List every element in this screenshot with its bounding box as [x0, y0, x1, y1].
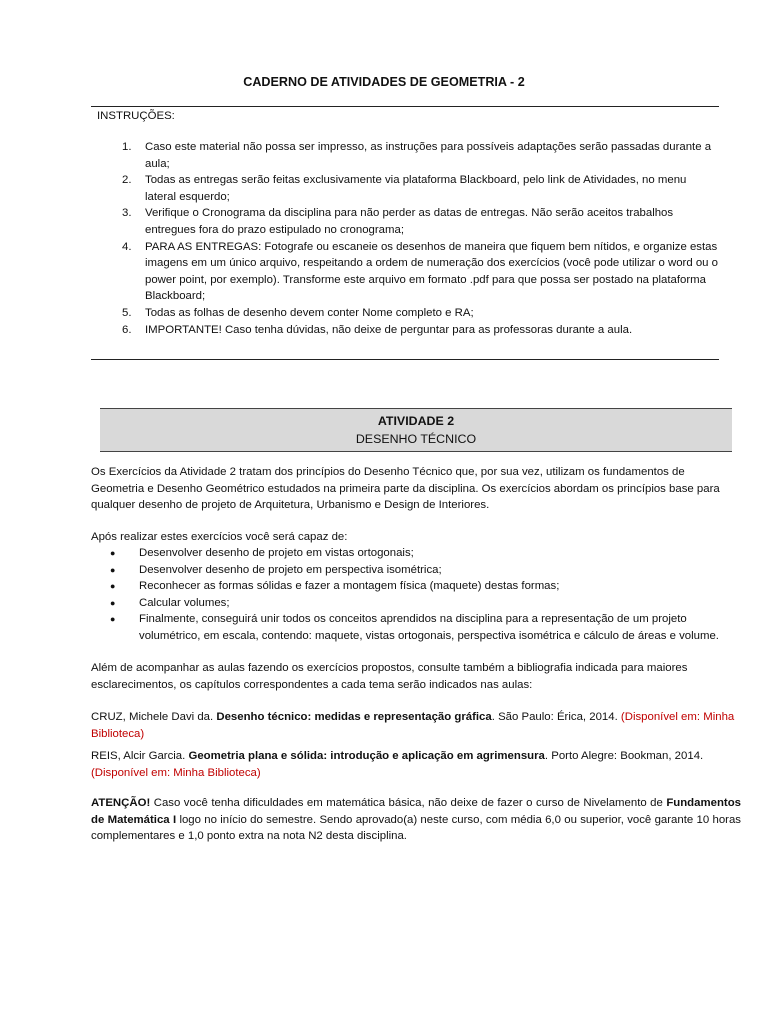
- bullet-icon: ●: [110, 581, 116, 592]
- item-text: Verifique o Cronograma da disciplina para não perder as datas de entregas. Não serão aceitos trabalhos entregues fora do prazo estipulado no cronograma;: [145, 207, 674, 236]
- reference-availability: (Disponível em: Minha Biblioteca): [91, 711, 735, 740]
- instruction-item: [122, 322, 718, 339]
- top-divider: [91, 106, 719, 107]
- bibliography-intro: Além de acompanhar as aulas fazendo os exercícios propostos, consulte também a bibliografia indicada para maiores esclarecimentos, os capítulos correspondentes a cada tema serão indicados nas aulas:: [91, 662, 688, 691]
- bullet-icon: ●: [110, 548, 116, 558]
- instruction-item: [122, 239, 718, 305]
- item-text: PARA AS ENTREGAS: Fotografe ou escaneie os desenhos de maneira que fiquem bem nítidos, e organize estas imagens em um único arquivo, respeitando a ordem de numeração dos exercícios (você pode utilizar o word ou o power point, por exemplo). Transforme este arquivo em formato .pdf para que possa ser postado na plataforma Blackboard;: [145, 240, 719, 303]
- reference-item: [91, 748, 741, 781]
- item-number: 4.: [122, 240, 132, 253]
- list-item: [110, 595, 740, 612]
- list-item-text: Reconhecer as formas sólidas e fazer a montagem física (maquete) destas formas;: [139, 580, 560, 593]
- instruction-item: [122, 305, 718, 322]
- attention-text: Caso você tenha dificuldades em matemática básica, não deixe de fazer o curso de Nivelamento de: [153, 797, 663, 809]
- list-item-text: Desenvolver desenho de projeto em perspectiva isométrica;: [139, 563, 442, 576]
- list-item-text: Desenvolver desenho de projeto em vistas ortogonais;: [139, 547, 414, 559]
- item-text: IMPORTANTE! Caso tenha dúvidas, não deixe de perguntar para as professoras durante a aula.: [145, 323, 633, 336]
- instruction-item: [122, 172, 718, 205]
- item-text: Todas as entregas serão feitas exclusivamente via plataforma Blackboard, pelo link de Atividades, no menu lateral esquerdo;: [145, 174, 687, 203]
- list-item: [110, 562, 740, 579]
- activity-subtitle: DESENHO TÉCNICO: [355, 432, 477, 446]
- reference-item: [91, 709, 741, 742]
- bullet-icon: ●: [110, 564, 116, 575]
- activity-header-box: [100, 408, 732, 452]
- bottom-divider: [91, 359, 719, 360]
- reference-title: Geometria plana e sólida: introdução e aplicação em agrimensura: [188, 750, 545, 762]
- capabilities-intro: Após realizar estes exercícios você será capaz de:: [91, 531, 348, 543]
- reference-availability: (Disponível em: Minha Biblioteca): [91, 766, 261, 779]
- reference-author: REIS, Alcir Garcia.: [91, 750, 186, 762]
- list-item-text: Finalmente, conseguirá unir todos os conceitos aprendidos na disciplina para a representação de um projeto volumétrico, em escala, contendo: maquete, vistas ortogonais, perspectiva isométrica e cálculo de áreas e volume.: [139, 613, 719, 642]
- item-number: 1.: [122, 141, 132, 153]
- item-number: 2.: [122, 174, 132, 187]
- bullet-icon: ●: [110, 597, 116, 608]
- item-number: 5.: [122, 306, 132, 319]
- instruction-item: [122, 139, 718, 172]
- attention-label: ATENÇÃO!: [91, 797, 151, 809]
- intro-paragraph: Os Exercícios da Atividade 2 tratam dos princípios do Desenho Técnico que, por sua vez, utilizam os fundamentos de Geometria e Desenho Geométrico estudados na primeira parte da disciplina. Os exercícios abordam os princípios base para qualquer desenho de projeto de Arquitetura, Urbanismo e Design de Interiores.: [91, 466, 720, 512]
- item-text: Todas as folhas de desenho devem conter Nome completo e RA;: [145, 306, 474, 319]
- activity-title: ATIVIDADE 2: [377, 414, 455, 428]
- list-item: [110, 611, 740, 644]
- reference-title: Desenho técnico: medidas e representação gráfica: [216, 711, 492, 723]
- attention-paragraph: [91, 795, 741, 845]
- reference-publication: . Porto Alegre: Bookman, 2014.: [544, 750, 704, 762]
- attention-course: Fundamentos de Matemática I: [91, 797, 741, 826]
- attention-text-continued: logo no início do semestre. Sendo aprovado(a) neste curso, com média 6,0 ou superior, você garante 10 horas complementares e 1,0 ponto extra na nota N2 desta disciplina.: [91, 813, 741, 843]
- list-item-text: Calcular volumes;: [139, 596, 230, 609]
- instructions-heading: INSTRUÇÕES:: [97, 110, 175, 122]
- instruction-item: [122, 205, 718, 238]
- item-number: 3.: [122, 207, 132, 220]
- bullet-icon: ●: [110, 614, 116, 625]
- instructions-list: [122, 139, 718, 338]
- capabilities-list: [110, 545, 740, 645]
- item-text: Caso este material não possa ser impresso, as instruções para possíveis adaptações serão passadas durante a aula;: [145, 141, 712, 170]
- list-item: [110, 578, 740, 595]
- reference-publication: . São Paulo: Érica, 2014.: [491, 711, 618, 723]
- item-number: 6.: [122, 323, 132, 336]
- reference-author: CRUZ, Michele Davi da.: [91, 711, 214, 723]
- page-title: CADERNO DE ATIVIDADES DE GEOMETRIA - 2: [243, 75, 525, 89]
- list-item: [110, 545, 740, 562]
